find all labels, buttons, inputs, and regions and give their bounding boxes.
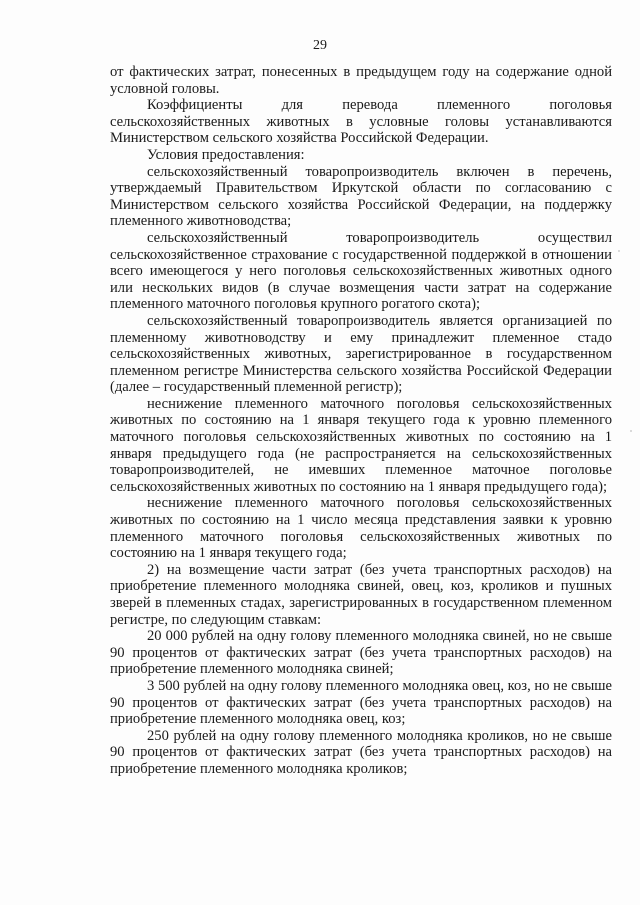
paragraph: Коэффициенты для перевода племенного поголовья сельскохозяйственных животных в условные головы устанавливаются Министерством сельского хозяйства Российской Федерации. bbox=[110, 97, 612, 147]
page-number: 29 bbox=[313, 38, 327, 53]
scan-speck bbox=[630, 430, 632, 432]
document-body bbox=[110, 64, 612, 778]
scan-speck bbox=[618, 250, 620, 252]
paragraph: 250 рублей на одну голову племенного молодняка кроликов, но не свыше 90 процентов от фактических затрат (без учета транспортных расходов) на приобретение племенного молодняка кроликов; bbox=[110, 727, 612, 777]
paragraph: сельскохозяйственный товаропроизводитель осуществил сельскохозяйственное страхование с государственной поддержкой в отношении всего имеющегося у него поголовья сельскохозяйственных животных одного или нескольких видов (в случае возмещения части затрат на содержание племенного маточного поголовья крупного рогатого скота); bbox=[110, 229, 612, 313]
paragraph: от фактических затрат, понесенных в предыдущем году на содержание одной условной головы. bbox=[110, 64, 612, 97]
paragraph: неснижение племенного маточного поголовья сельскохозяйственных животных по состоянию на 1 число месяца представления заявки к уровню племенного маточного поголовья сельскохозяйственных животных по состоянию на 1 января текущего года; bbox=[110, 495, 612, 562]
paragraph: 20 000 рублей на одну голову племенного молодняка свиней, но не свыше 90 процентов от фактических затрат (без учета транспортных расходов) на приобретение племенного молодняка свиней; bbox=[110, 628, 612, 678]
paragraph: 2) на возмещение части затрат (без учета транспортных расходов) на приобретение племенного молодняка свиней, овец, коз, кроликов и пушных зверей в племенных стадах, зарегистрированных в государственном племенном регистре, по следующим ставкам: bbox=[110, 561, 612, 628]
paragraph: сельскохозяйственный товаропроизводитель включен в перечень, утверждаемый Правительством Иркутской области по согласованию с Министерством сельского хозяйства Российской Федерации, на поддержку племенного животноводства; bbox=[110, 163, 612, 230]
paragraph: неснижение племенного маточного поголовья сельскохозяйственных животных по состоянию на 1 января текущего года к уровню племенного маточного поголовья сельскохозяйственных животных по состоянию на 1 января предыдущего года (не распространяется на сельскохозяйственных товаропроизводителей, не имевших племенное маточное поголовье сельскохозяйственных животных по состоянию на 1 января предыдущего года); bbox=[110, 395, 612, 495]
paragraph: сельскохозяйственный товаропроизводитель является организацией по племенному животноводству и ему принадлежит племенное стадо сельскохозяйственных животных, зарегистрированное в государственном племенном регистре Министерства сельского хозяйства Российской Федерации (далее – государственный племенной регистр); bbox=[110, 312, 612, 396]
paragraph: 3 500 рублей на одну голову племенного молодняка овец, коз, но не свыше 90 процентов от фактических затрат (без учета транспортных расходов) на приобретение племенного молодняка овец, коз; bbox=[110, 677, 612, 728]
paragraph: Условия предоставления: bbox=[147, 146, 305, 163]
